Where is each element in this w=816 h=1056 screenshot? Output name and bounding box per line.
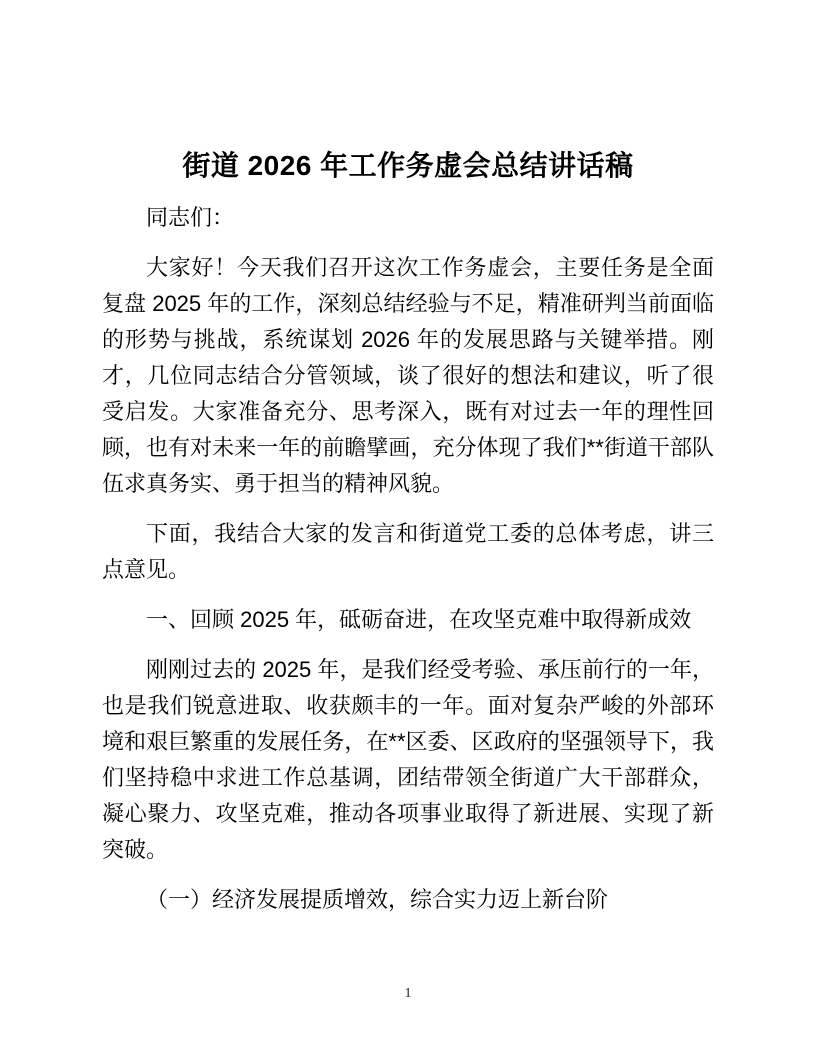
page-footer xyxy=(0,984,816,1002)
salutation: 同志们： xyxy=(146,205,235,230)
document-title: 街道 2026 年工作务虚会总结讲话稿 xyxy=(182,150,634,181)
paragraph-transition: 下面，我结合大家的发言和街道党工委的总体考虑，讲三点意见。 xyxy=(102,521,714,582)
paragraph-opening: 大家好！今天我们召开这次工作务虚会，主要任务是全面复盘 2025 年的工作，深刻总结经验与不足，精准研判当前面临的形势与挑战，系统谋划 2026 年的发展思路与关键举措。刚才，几位同志结合分管领域，谈了很好的想法和建议，听了很受启发。大家准备充分、思考深入，既有对过去一年的理性回顾，也有对未来一年的前瞻擘画，充分体现了我们**街道干部队伍求真务实、勇于担当的精神风貌。 xyxy=(102,255,714,496)
subsection-heading-1: （一）经济发展提质增效，综合实力迈上新台阶 xyxy=(146,887,609,912)
paragraph-2025-review: 刚刚过去的 2025 年，是我们经受考验、承压前行的一年，也是我们锐意进取、收获颇丰的一年。面对复杂严峻的外部环境和艰巨繁重的发展任务，在**区委、区政府的坚强领导下，我们坚持稳中求进工作总基调，团结带领全街道广大干部群众，凝心聚力、攻坚克难，推动各项事业取得了新进展、实现了新突破。 xyxy=(102,657,714,862)
page-number: 1 xyxy=(404,986,412,1001)
section-heading-1: 一、回顾 2025 年，砥砺奋进，在攻坚克难中取得新成效 xyxy=(146,607,692,632)
